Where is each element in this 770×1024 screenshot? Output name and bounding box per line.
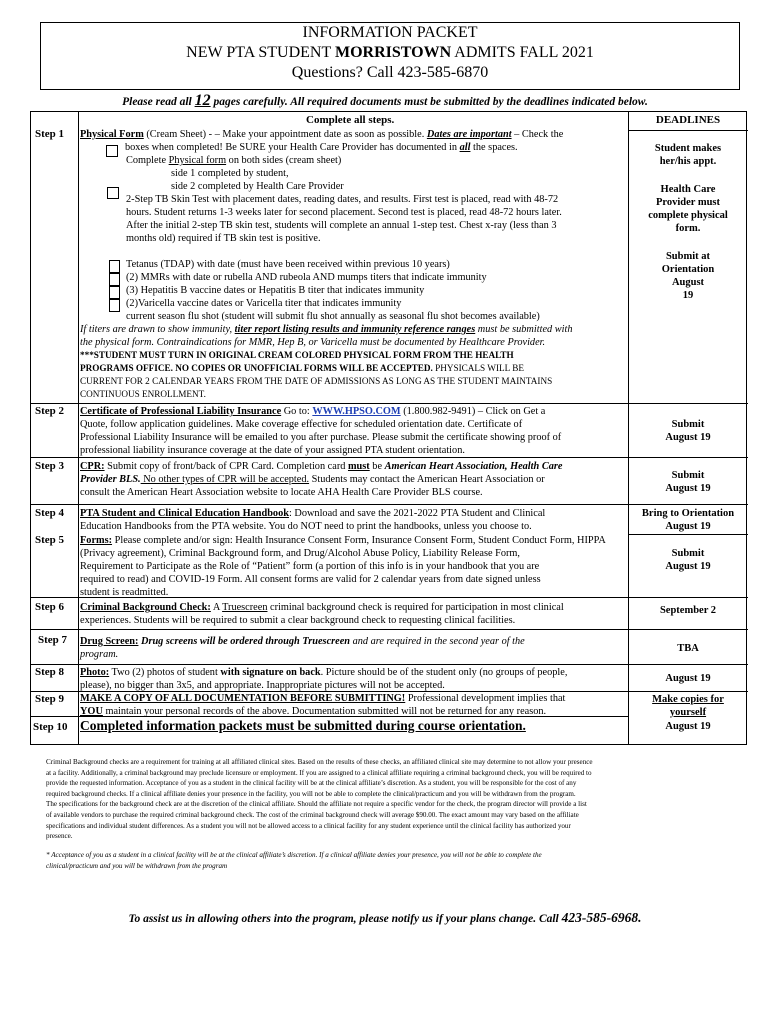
- affiliate-note: * Acceptance of you as a student in a clinical facility will be at the clinical affiliate’s discretion. If a clinical affiliate denies your presence, you will not be able to complete the clinical/practicum and you will be withdrawn from the program: [46, 851, 542, 870]
- tb-test-checkbox[interactable]: [107, 187, 119, 199]
- step-10-deadline: August 19: [665, 721, 711, 732]
- physical-form-checkbox[interactable]: [106, 145, 118, 157]
- step-5-content: Forms: Please complete and/or sign: Health Insurance Consent Form, Insurance Consent Form, Student Conduct Form, HIPPA (Privacy agreement), Criminal Background form, and Drug/Alcohol Abuse Policy, Liability Release Form, Requirement to Participate as the Role of “Patient” form (a portion of this info is in your handbook that you are required to read) and COVID-19 Form. All consent forms are valid for 2 calendar years from date signed unless student is readmitted.: [80, 535, 606, 598]
- header-box: [40, 22, 740, 90]
- step-5-label: Step 5: [35, 534, 65, 546]
- step-2-content: Certificate of Professional Liability Insurance Go to: WWW.HPSO.COM (1.800.982-9491) – Click on Get a Quote, follow application guidelines. Make coverage effective for scheduled orientation date. Certificate of Professional Liability Insurance will be emailed to you after purchase. Please submit the certificate showing proof of professional liability insurance coverage at the date of your assigned PTA student orientation.: [80, 406, 562, 456]
- step-7-deadline: TBA: [677, 643, 699, 654]
- step-4-content: PTA Student and Clinical Education Handbook: Download and save the 2021-2022 PTA Student and Clinical Education Handbooks from the PTA website. You do NOT need to print the handbooks, unless you choose to.: [80, 508, 546, 532]
- step-6-content: Criminal Background Check: A Truescreen criminal background check is required for participation in most clinical experiences. Students will be required to submit a clear background check to requesting clinical facilities.: [80, 602, 564, 626]
- step-9-label: Step 9: [35, 693, 65, 705]
- step-10-label: Step 10: [33, 721, 68, 733]
- step-9-content: MAKE A COPY OF ALL DOCUMENTATION BEFORE SUBMITTING! Professional development implies that YOU maintain your personal records of the above. Documentation submitted will not be returned for any reason.: [80, 693, 566, 717]
- varicella-checkbox[interactable]: [109, 299, 120, 312]
- hpso-link[interactable]: WWW.HPSO.COM: [312, 406, 401, 417]
- step-1-deadline-appt: Student makes her/his appt.: [654, 143, 722, 167]
- step-1-deadline-submit: Submit at Orientation August 19: [661, 251, 715, 301]
- step-7-label: Step 7: [38, 634, 68, 646]
- step-1-content: Physical Form (Cream Sheet) - – Make your appointment date as soon as possible. Dates are important – Check the boxes when completed! Be SURE your Health Care Provider has documented in all the spaces. Complete Physical form on both sides (cream sheet) side 1 completed by student, side 2 completed by Health Care Provider 2-Step TB Skin Test with placement dates, reading dates, and results. First test is placed, read with 48-72 hours. Student returns 1-3 weeks later for second placement. Second test is placed, read 48-72 hours later. After the initial 2-step TB skin test, students will complete an annual 1-step test. Chest x-ray (less than 3 months old) required if TB skin test is positive. Tetanus (TDAP) with date (must have been received within previous 10 years) (2) MMRs with date or rubella AND rubeola AND mumps titers that indicate immunity (3) Hepatitis B vaccine dates or Hepatitis B titer that indicates immunity (2)Varicella vaccine dates or Varicella titer that indicates immunity current season flu shot (student will submit flu shot annually as seasonal flu shot becomes available) If titers are drawn to show immunity, titer report listing results and immunity reference ranges must be submitted with the physical form. Contraindications for MMR, Hep B, or Varicella must be documented by Healthcare Provider. ***STUDENT MUST TURN IN ORIGINAL CREAM COLORED PHYSICAL FORM FROM THE HEALTH PROGRAMS OFFICE. NO COPIES OR UNOFFICIAL FORMS WILL BE ACCEPTED. PHYSICALS WILL BE CURRENT FOR 2 CALENDAR YEARS FROM THE DATE OF ADMISSIONS AS LONG AS THE STUDENT MAINTAINS CONTINUOUS ENROLLMENT.: [80, 129, 573, 399]
- instructions-subtitle: Please read all 12 pages carefully. All required documents must be submitted by the deadlines indicated below.: [122, 92, 648, 109]
- step-2-deadline: Submit August 19: [665, 419, 711, 443]
- step-9-deadline: Make copies for yourself: [652, 694, 724, 718]
- step-3-label: Step 3: [35, 460, 65, 472]
- step-3-deadline: Submit August 19: [665, 470, 711, 494]
- header-phone: Questions? Call 423-585-6870: [291, 64, 489, 81]
- footer-contact: To assist us in allowing others into the program, please notify us if your plans change. Call 423-585-6968.: [128, 910, 642, 925]
- step-1-label: Step 1: [35, 128, 65, 140]
- step-8-content: Photo: Two (2) photos of student with signature on back. Picture should be of the student only (no groups of people, please), no bigger than 3x5, and appropriate. Inappropriate pictures will not be accepted.: [80, 667, 568, 691]
- step-8-deadline: August 19: [665, 673, 711, 684]
- step-2-label: Step 2: [35, 405, 65, 417]
- deadlines-header: DEADLINES: [655, 114, 721, 126]
- hepatitis-b-checkbox[interactable]: [109, 286, 120, 299]
- step-3-content: CPR: Submit copy of front/back of CPR Card. Completion card must be American Heart Association, Health Care Provider BLS. No other types of CPR will be accepted. Students may contact the American Heart Association or consult the American Heart Association website to locate AHA Health Care Provider BLS course.: [80, 461, 563, 498]
- step-4-deadline: Bring to Orientation August 19: [641, 508, 735, 532]
- mmr-checkbox[interactable]: [109, 273, 120, 286]
- complete-all-steps: Complete all steps.: [306, 114, 395, 126]
- step-1-deadline-provider: Health Care Provider must complete physical form.: [648, 184, 728, 234]
- step-8-label: Step 8: [35, 666, 65, 678]
- tetanus-checkbox[interactable]: [109, 260, 120, 273]
- step-7-content: Drug Screen: Drug screens will be ordered through Truescreen and are required in the second year of the program.: [80, 636, 525, 660]
- step-4-label: Step 4: [35, 507, 65, 519]
- header-program: NEW PTA STUDENT MORRISTOWN ADMITS FALL 2021: [186, 44, 594, 61]
- step-5-deadline: Submit August 19: [665, 548, 711, 572]
- step-10-content: Completed information packets must be submitted during course orientation.: [80, 718, 526, 733]
- header-title: INFORMATION PACKET: [302, 24, 478, 41]
- criminal-background-fine-print: Criminal Background checks are a requirement for training at all affiliated clinical sites. Based on the results of these checks, an affiliated clinical site may determine to not allow your presence at a facility. Additionally, a criminal background may preclude licensure or employment. If you are assigned to a clinical affiliate requiring a criminal background check, you will be required to provide the requested information. Acceptance of you as a student in the clinical facility will be at the clinical affiliate’s discretion. As a student, you will be responsible for the cost of any required background checks. If a clinical affiliate denies your presence in the facility, you will not be able to complete the clinical/practicum and you will be withdrawn from the program. The specifications for the background check are at the discretion of the clinical affiliate. Should the affiliate not require a specific vendor for the check, the program director will provide a list of available vendors to purchase the required criminal background check. The cost of the criminal background check will average $90.00. The exact amount may vary based on the affiliate specifications and individual student differences. As a student you will not be allowed access to a clinical facility for any student experience until the clinical facility has authorized your presence.: [46, 758, 593, 841]
- step-6-label: Step 6: [35, 601, 65, 613]
- step-6-deadline: September 2: [659, 605, 717, 616]
